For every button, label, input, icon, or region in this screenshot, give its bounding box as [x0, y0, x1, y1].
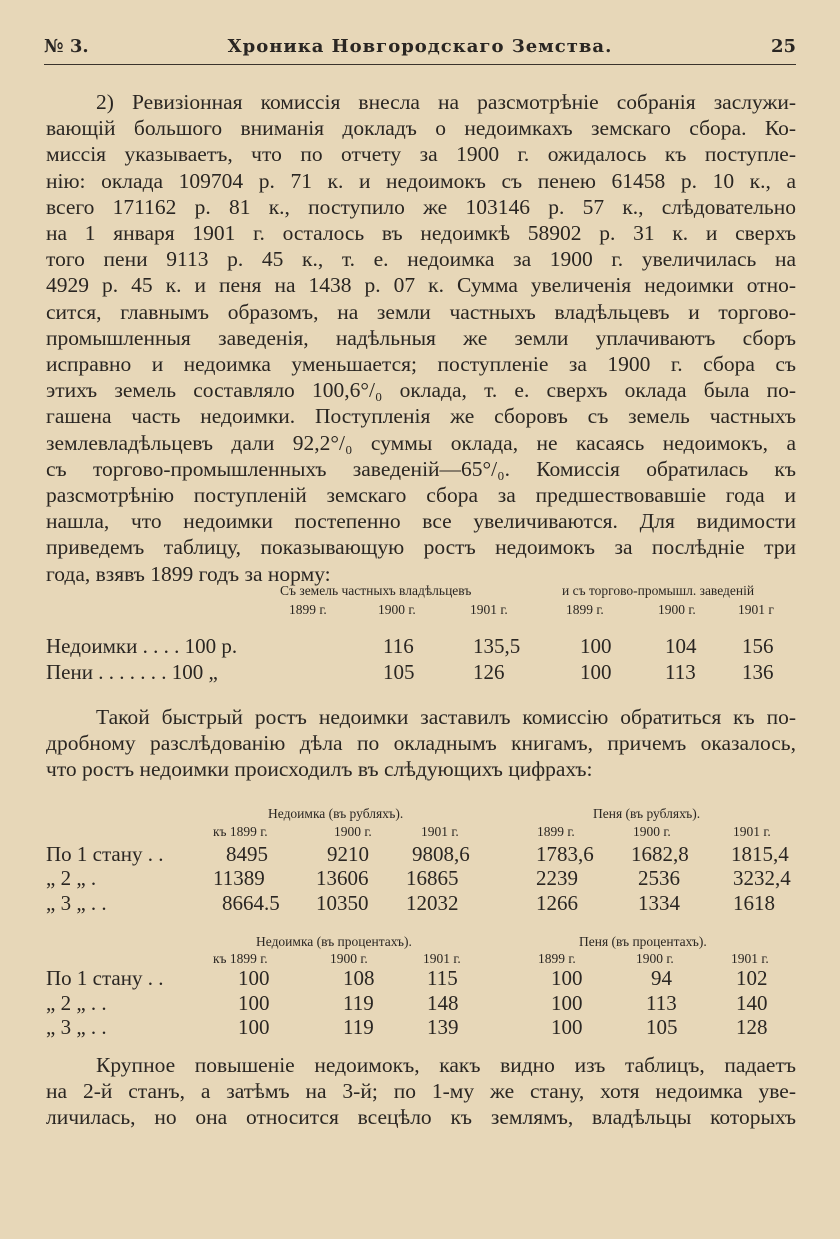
table-cell: 1266 — [536, 891, 578, 915]
table-cell: 100 — [238, 991, 270, 1015]
row-label: По 1 стану . . — [46, 842, 164, 866]
table-group-header: Пеня (въ рубляхъ). — [593, 806, 701, 821]
row-label: Пени . . . . . . . 100 „ — [46, 660, 218, 684]
text-line: землевладѣльцевъ дали 92,2°/₀ суммы оклада, не касаясь недоимокъ, а — [46, 430, 796, 455]
text-line: вающiй большого вниманiя докладъ о недоимкахъ земскаго сбора. Ко- — [46, 116, 796, 141]
page-header — [44, 30, 796, 65]
column-year: 1900 г. — [636, 951, 674, 966]
table-cell: 9210 — [327, 842, 369, 866]
table-cell: 2239 — [536, 866, 578, 890]
text-line: Крупное повышенiе недоимокъ, какъ видно изъ таблицъ, падаетъ — [96, 1053, 796, 1077]
column-year: 1900 г. — [633, 824, 671, 839]
text-line: исправно и недоимка уменьшается; поступленiе за 1900 г. сбора съ — [46, 352, 796, 377]
table-cell: 128 — [736, 1015, 768, 1039]
table-cell: 8664.5 — [222, 891, 280, 915]
table-group-header: Недоимка (въ процентахъ). — [256, 934, 412, 949]
text-line: личилась, но она относится всецѣло къ землямъ, владѣльцы которыхъ — [46, 1105, 796, 1130]
table-cell: 100 — [551, 1015, 583, 1039]
column-year: 1900 г. — [330, 951, 368, 966]
table-cell: 100 — [580, 634, 612, 658]
column-year: 1901 г. — [423, 951, 461, 966]
table-cell: 148 — [427, 991, 459, 1015]
table-cell: 100 — [551, 991, 583, 1015]
column-year: 1899 г. — [538, 951, 576, 966]
issue-number: № 3. — [44, 36, 89, 57]
table-cell: 105 — [646, 1015, 678, 1039]
column-year: 1901 г. — [733, 824, 771, 839]
table-cell: 3232,4 — [733, 866, 791, 890]
text-line: на 1 января 1901 г. осталось въ недоимкѣ 58902 р. 31 к. и сверхъ — [46, 221, 796, 246]
paragraph-revision-commission — [46, 89, 796, 587]
text-line: 4929 р. 45 к. и пеня на 1438 р. 07 к. Сумма увеличенiя недоимки отно- — [46, 273, 796, 298]
table-cell: 126 — [473, 660, 505, 684]
table-cell: 113 — [646, 991, 677, 1015]
table-cell: 8495 — [226, 842, 268, 866]
text-line: всего 171162 р. 81 к., поступило же 103146 р. 57 к., слѣдовательно — [46, 194, 796, 219]
table-cell: 9808,6 — [412, 842, 470, 866]
table-cell: 1618 — [733, 891, 775, 915]
column-year: 1899 г. — [289, 602, 327, 617]
text-line: гашена часть недоимки. Поступленiя же сборовъ съ земель частныхъ — [46, 404, 796, 429]
text-line: года, взявъ 1899 годъ за норму: — [46, 561, 331, 586]
running-title: Хроника Новгородскаго Земства. — [227, 36, 613, 57]
text-line: 2) Ревизiонная комиссiя внесла на разсмотрѣнiе собранiя заслужи- — [96, 90, 796, 114]
column-year: 1900 г. — [658, 602, 696, 617]
column-year: къ 1899 г. — [213, 824, 268, 839]
table-cell: 116 — [383, 634, 414, 658]
column-year: къ 1899 г. — [213, 951, 268, 966]
column-year: 1899 г. — [537, 824, 575, 839]
table-cell: 2536 — [638, 866, 680, 890]
row-label: „ 3 „ . . — [46, 1015, 107, 1039]
table-cell: 10350 — [316, 891, 369, 915]
table-cell: 94 — [651, 966, 672, 990]
text-line: что ростъ недоимки происходилъ въ слѣдующихъ цифрахъ: — [46, 757, 593, 782]
table-cell: 11389 — [213, 866, 265, 890]
table-cell: 1783,6 — [536, 842, 594, 866]
text-line: нiю: оклада 109704 р. 71 к. и недоимокъ съ пенею 61458 р. 10 к., а — [46, 168, 796, 193]
table-cell: 108 — [343, 966, 375, 990]
row-label: „ 2 „ . — [46, 866, 97, 890]
table-cell: 135,5 — [473, 634, 521, 658]
table-cell: 156 — [742, 634, 774, 658]
column-year: 1901 г. — [470, 602, 508, 617]
row-label: „ 3 „ . . — [46, 891, 107, 915]
text-line: дробному разслѣдованiю дѣла по окладнымъ книгамъ, причемъ оказалось, — [46, 731, 796, 756]
table-group-header: Пеня (въ процентахъ). — [579, 934, 707, 949]
table-group-header: и съ торгово-промышл. заведенiй — [562, 583, 755, 598]
paragraph-investigation — [46, 704, 796, 783]
table-group-header: Съ земель частныхъ владѣльцевъ — [280, 583, 472, 598]
table-cell: 1682,8 — [631, 842, 689, 866]
column-year: 1899 г. — [566, 602, 604, 617]
paragraph-conclusion — [46, 1052, 796, 1131]
table-cell: 115 — [427, 966, 458, 990]
table-cell: 100 — [238, 1015, 270, 1039]
text-line: промышленныя заведенiя, надѣльныя же земли уплачиваютъ сборъ — [46, 325, 796, 350]
table-cell: 13606 — [316, 866, 369, 890]
table-cell: 102 — [736, 966, 768, 990]
table-cell: 1334 — [638, 891, 680, 915]
column-year: 1900 г. — [334, 824, 372, 839]
text-line: на 2-й станъ, а затѣмъ на 3-й; по 1-му же стану, хотя недоимка уве- — [46, 1079, 796, 1104]
table-cell: 100 — [580, 660, 612, 684]
row-label: По 1 стану . . — [46, 966, 164, 990]
text-line: сится, главнымъ образомъ, на земли частныхъ владѣльцевъ и торгово- — [46, 299, 796, 324]
table-cell: 119 — [343, 1015, 374, 1039]
table-cell: 104 — [665, 634, 697, 658]
page-number: 25 — [770, 36, 796, 57]
text-line: нашла, что недоимки постепенно все увеличиваются. Для видимости — [46, 509, 796, 534]
table-cell: 1815,4 — [731, 842, 789, 866]
table-cell: 136 — [742, 660, 774, 684]
row-label: Недоимки . . . . 100 р. — [46, 634, 238, 658]
table-cell: 139 — [427, 1015, 459, 1039]
table-cell: 105 — [383, 660, 415, 684]
column-year: 1901 г. — [731, 951, 769, 966]
table-cell: 140 — [736, 991, 768, 1015]
text-line: разсмотрѣнiю поступленiй земскаго сбора за предшествовавшiе года и — [46, 483, 796, 508]
table-group-header: Недоимка (въ рубляхъ). — [268, 806, 404, 821]
text-line: этихъ земель составляло 100,6°/₀ оклада, т. е. сверхъ оклада была по- — [46, 378, 796, 403]
table-cell: 100 — [238, 966, 270, 990]
table-cell: 100 — [551, 966, 583, 990]
column-year: 1901 г — [738, 602, 774, 617]
table-cell: 16865 — [406, 866, 459, 890]
table-cell: 113 — [665, 660, 696, 684]
text-line: Такой быстрый ростъ недоимки заставилъ комиссiю обратиться къ по- — [96, 705, 796, 729]
column-year: 1901 г. — [421, 824, 459, 839]
table-cell: 12032 — [406, 891, 459, 915]
text-line: миссiя указываетъ, что по отчету за 1900 г. ожидалось къ поступле- — [46, 142, 796, 167]
column-year: 1900 г. — [378, 602, 416, 617]
text-line: съ торгово-промышленныхъ заведенiй—65°/₀. Комиссiя обратилась къ — [46, 456, 796, 481]
text-line: приведемъ таблицу, показывающую ростъ недоимокъ за послѣднiе три — [46, 535, 796, 560]
row-label: „ 2 „ . . — [46, 991, 107, 1015]
table-cell: 119 — [343, 991, 374, 1015]
text-line: того пени 9113 р. 45 к., т. е. недоимка за 1900 г. увеличилась на — [46, 247, 796, 272]
